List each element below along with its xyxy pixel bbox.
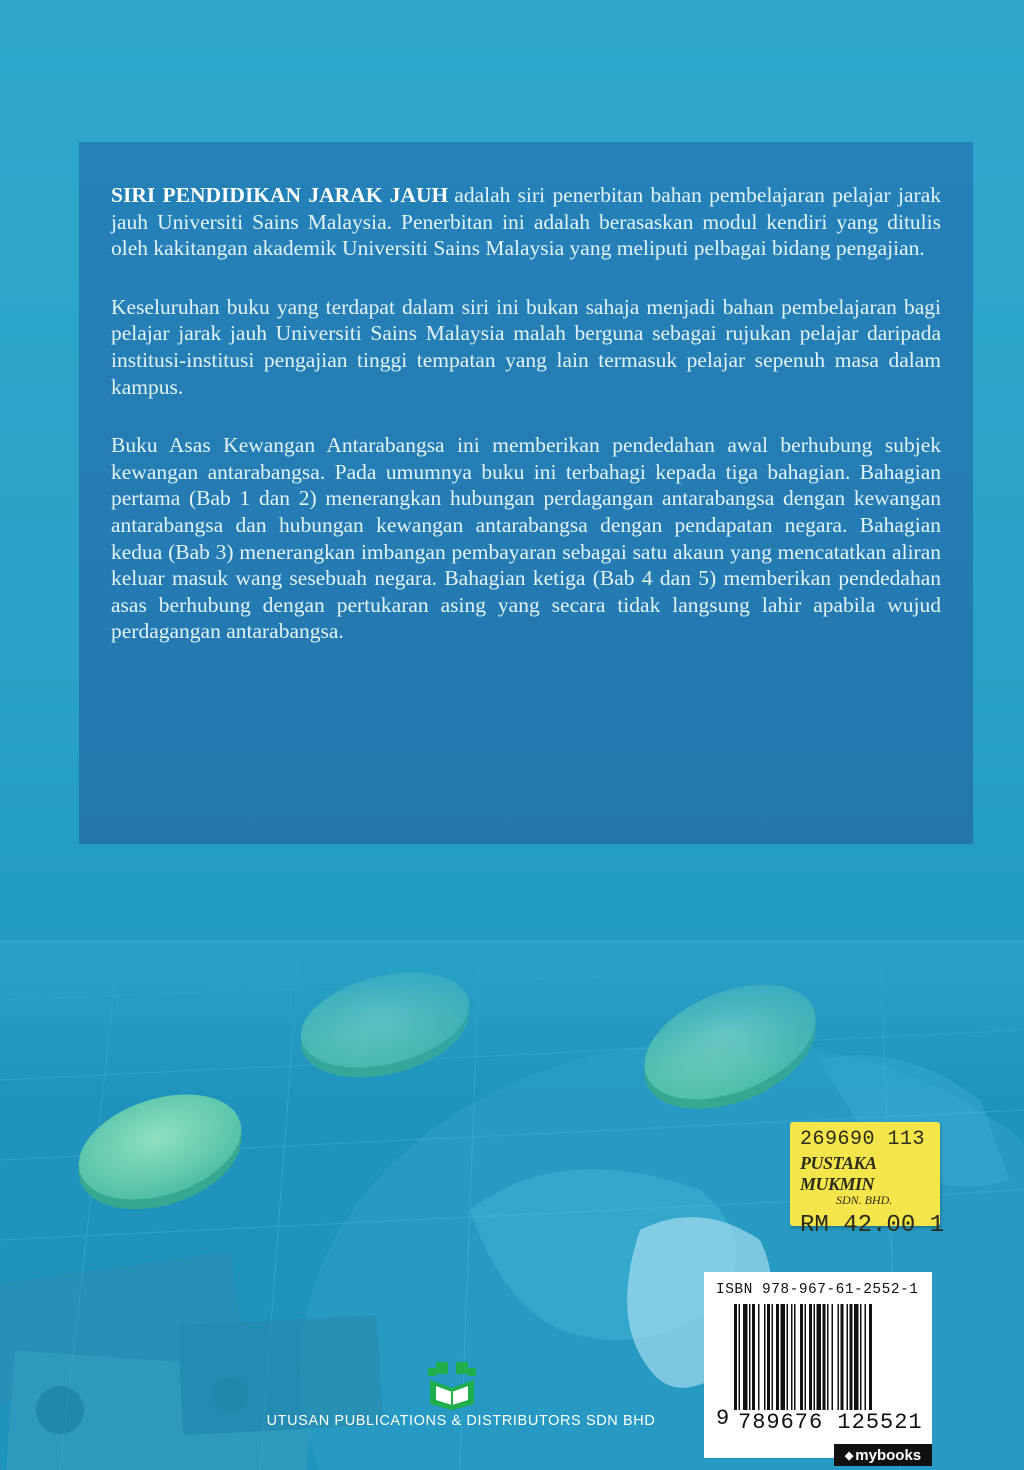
- blurb-paragraph-1-text: adalah siri penerbitan bahan pembelajaran pelajar jarak jauh Universiti Sains Malaysia. Penerbitan ini adalah berasaskan modul kendiri yang ditulis oleh kakitangan akademik Universiti Sains Malaysia yang meliputi pelbagai bidang pengajian.: [111, 183, 941, 261]
- price-sticker: [790, 1122, 945, 1239]
- series-name: SIRI PENDIDIKAN JARAK JAUH: [111, 183, 449, 207]
- isbn-text: ISBN 978-967-61-2552-1: [716, 1282, 919, 1298]
- barcode-digits: 789676 125521: [738, 1410, 923, 1435]
- blurb-paragraph-2: Keseluruhan buku yang terdapat dalam siri ini bukan sahaja menjadi bahan pembelajaran bagi pelajar jarak jauh Universiti Sains Malaysia malah berguna sebagai rujukan pelajar daripada institusi-institusi pengajian tinggi tempatan yang lain termasuk pelajar sepenuh masa dalam kampus.: [111, 294, 941, 399]
- blurb-panel: [79, 142, 973, 844]
- sticker-shop-suffix: SDN. BHD.: [836, 1193, 893, 1207]
- publisher-name: [0, 1413, 922, 1429]
- publisher-name-text: UTUSAN PUBLICATIONS & DISTRIBUTORS SDN BHD: [266, 1413, 656, 1429]
- blurb-paragraph-3: Buku Asas Kewangan Antarabangsa ini memberikan pendedahan awal berhubung subjek kewangan antarabangsa. Pada umumnya buku ini terbahagi kepada tiga bahagian. Bahagian pertama (Bab 1 dan 2) menerangkan hubungan perdagangan antarabangsa dengan kewangan antarabangsa dan hubungan kewangan antarabangsa dengan pendapatan negara. Bahagian kedua (Bab 3) menerangkan imbangan pembayaran sebagai satu akaun yang mencatatkan aliran keluar masuk wang sesebuah negara. Bahagian ketiga (Bab 4 dan 5) memberikan pendedahan asas berhubung dengan pertukaran asing yang secara tidak langsung lahir apabila wujud perdagangan antarabangsa.: [111, 433, 941, 644]
- sticker-shop-name: PUSTAKA MUKMIN: [800, 1153, 876, 1194]
- sticker-code: 269690 113: [800, 1128, 926, 1151]
- retailer-mark-icon: ◆: [844, 1449, 854, 1462]
- book-icon: [428, 1362, 476, 1410]
- blurb-paragraph-1: [111, 182, 941, 262]
- barcode-first-digit: 9: [716, 1406, 730, 1431]
- retailer-logo-text: mybooks: [855, 1446, 922, 1464]
- retailer-logo: [834, 1444, 932, 1466]
- barcode-box: [704, 1272, 932, 1458]
- sticker-price: RM 42.00 1: [800, 1212, 945, 1239]
- barcode-icon: [734, 1304, 918, 1410]
